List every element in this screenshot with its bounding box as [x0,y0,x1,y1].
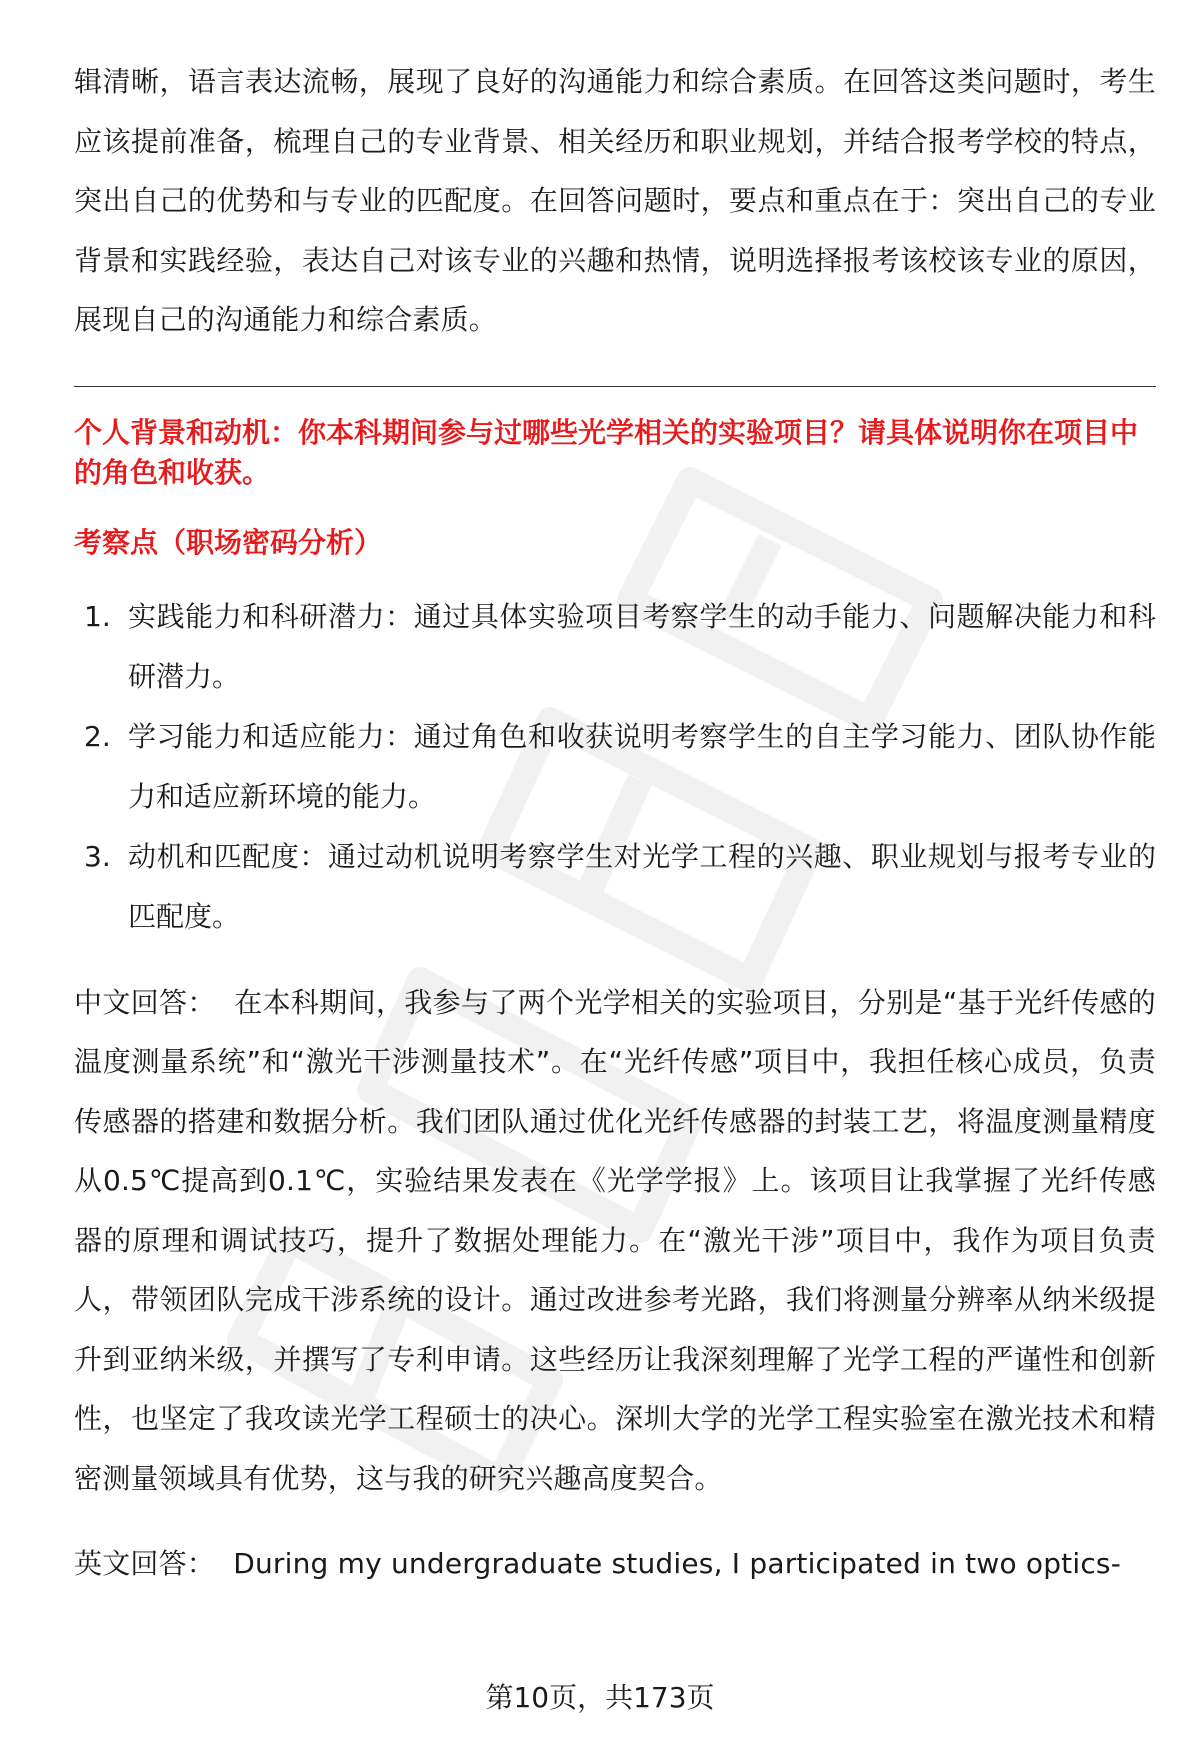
english-answer [74,1534,1156,1594]
document-page [74,52,1156,1594]
list-item [74,587,1156,707]
list-item [74,827,1156,947]
chinese-answer [74,973,1156,1509]
list-item-text: 学习能力和适应能力：通过角色和收获说明考察学生的自主学习能力、团队协作能力和适应新环境的能力。 [128,719,1156,813]
chinese-answer-label: 中文回答： [74,985,216,1019]
list-item-text: 动机和匹配度：通过动机说明考察学生对光学工程的兴趣、职业规划与报考专业的匹配度。 [128,839,1156,933]
intro-paragraph: 辑清晰，语言表达流畅，展现了良好的沟通能力和综合素质。在回答这类问题时，考生应该提前准备，梳理自己的专业背景、相关经历和职业规划，并结合报考学校的特点，突出自己的优势和与专业的匹配度。在回答问题时，要点和重点在于：突出自己的专业背景和实践经验，表达自己对该专业的兴趣和热情，说明选择报考该校该专业的原因，展现自己的沟通能力和综合素质。 [74,65,1156,336]
list-item-number: 3. [84,839,111,873]
list-item-text: 实践能力和科研潜力：通过具体实验项目考察学生的动手能力、问题解决能力和科研潜力。 [128,599,1156,693]
exam-points-title: 考察点（职场密码分析） [74,525,383,559]
list-item [74,707,1156,827]
list-item-number: 2. [84,719,111,753]
english-answer-text: During my undergraduate studies, I participated in two optics- [233,1547,1122,1580]
list-item-number: 1. [84,599,111,633]
chinese-answer-text: 在本科期间，我参与了两个光学相关的实验项目，分别是“基于光纤传感的温度测量系统”和“激光干涉测量技术”。在“光纤传感”项目中，我担任核心成员，负责传感器的搭建和数据分析。我们团队通过优化光纤传感器的封装工艺，将温度测量精度从0.5℃提高到0.1℃，实验结果发表在《光学学报》上。该项目让我掌握了光纤传感器的原理和调试技巧，提升了数据处理能力。在“激光干涉”项目中，我作为项目负责人，带领团队完成干涉系统的设计。通过改进参考光路，我们将测量分辨率从纳米级提升到亚纳米级，并撰写了专利申请。这些经历让我深刻理解了光学工程的严谨性和创新性，也坚定了我攻读光学工程硕士的决心。深圳大学的光学工程实验室在激光技术和精密测量领域具有优势，这与我的研究兴趣高度契合。 [74,985,1156,1495]
english-answer-label: 英文回答： [74,1547,216,1580]
question-heading: 个人背景和动机：你本科期间参与过哪些光学相关的实验项目？请具体说明你在项目中的角色和收获。 [74,415,1139,489]
page-footer: 第10页，共173页 [485,1681,715,1714]
exam-points-list [74,587,1156,947]
section-divider [74,386,1156,387]
